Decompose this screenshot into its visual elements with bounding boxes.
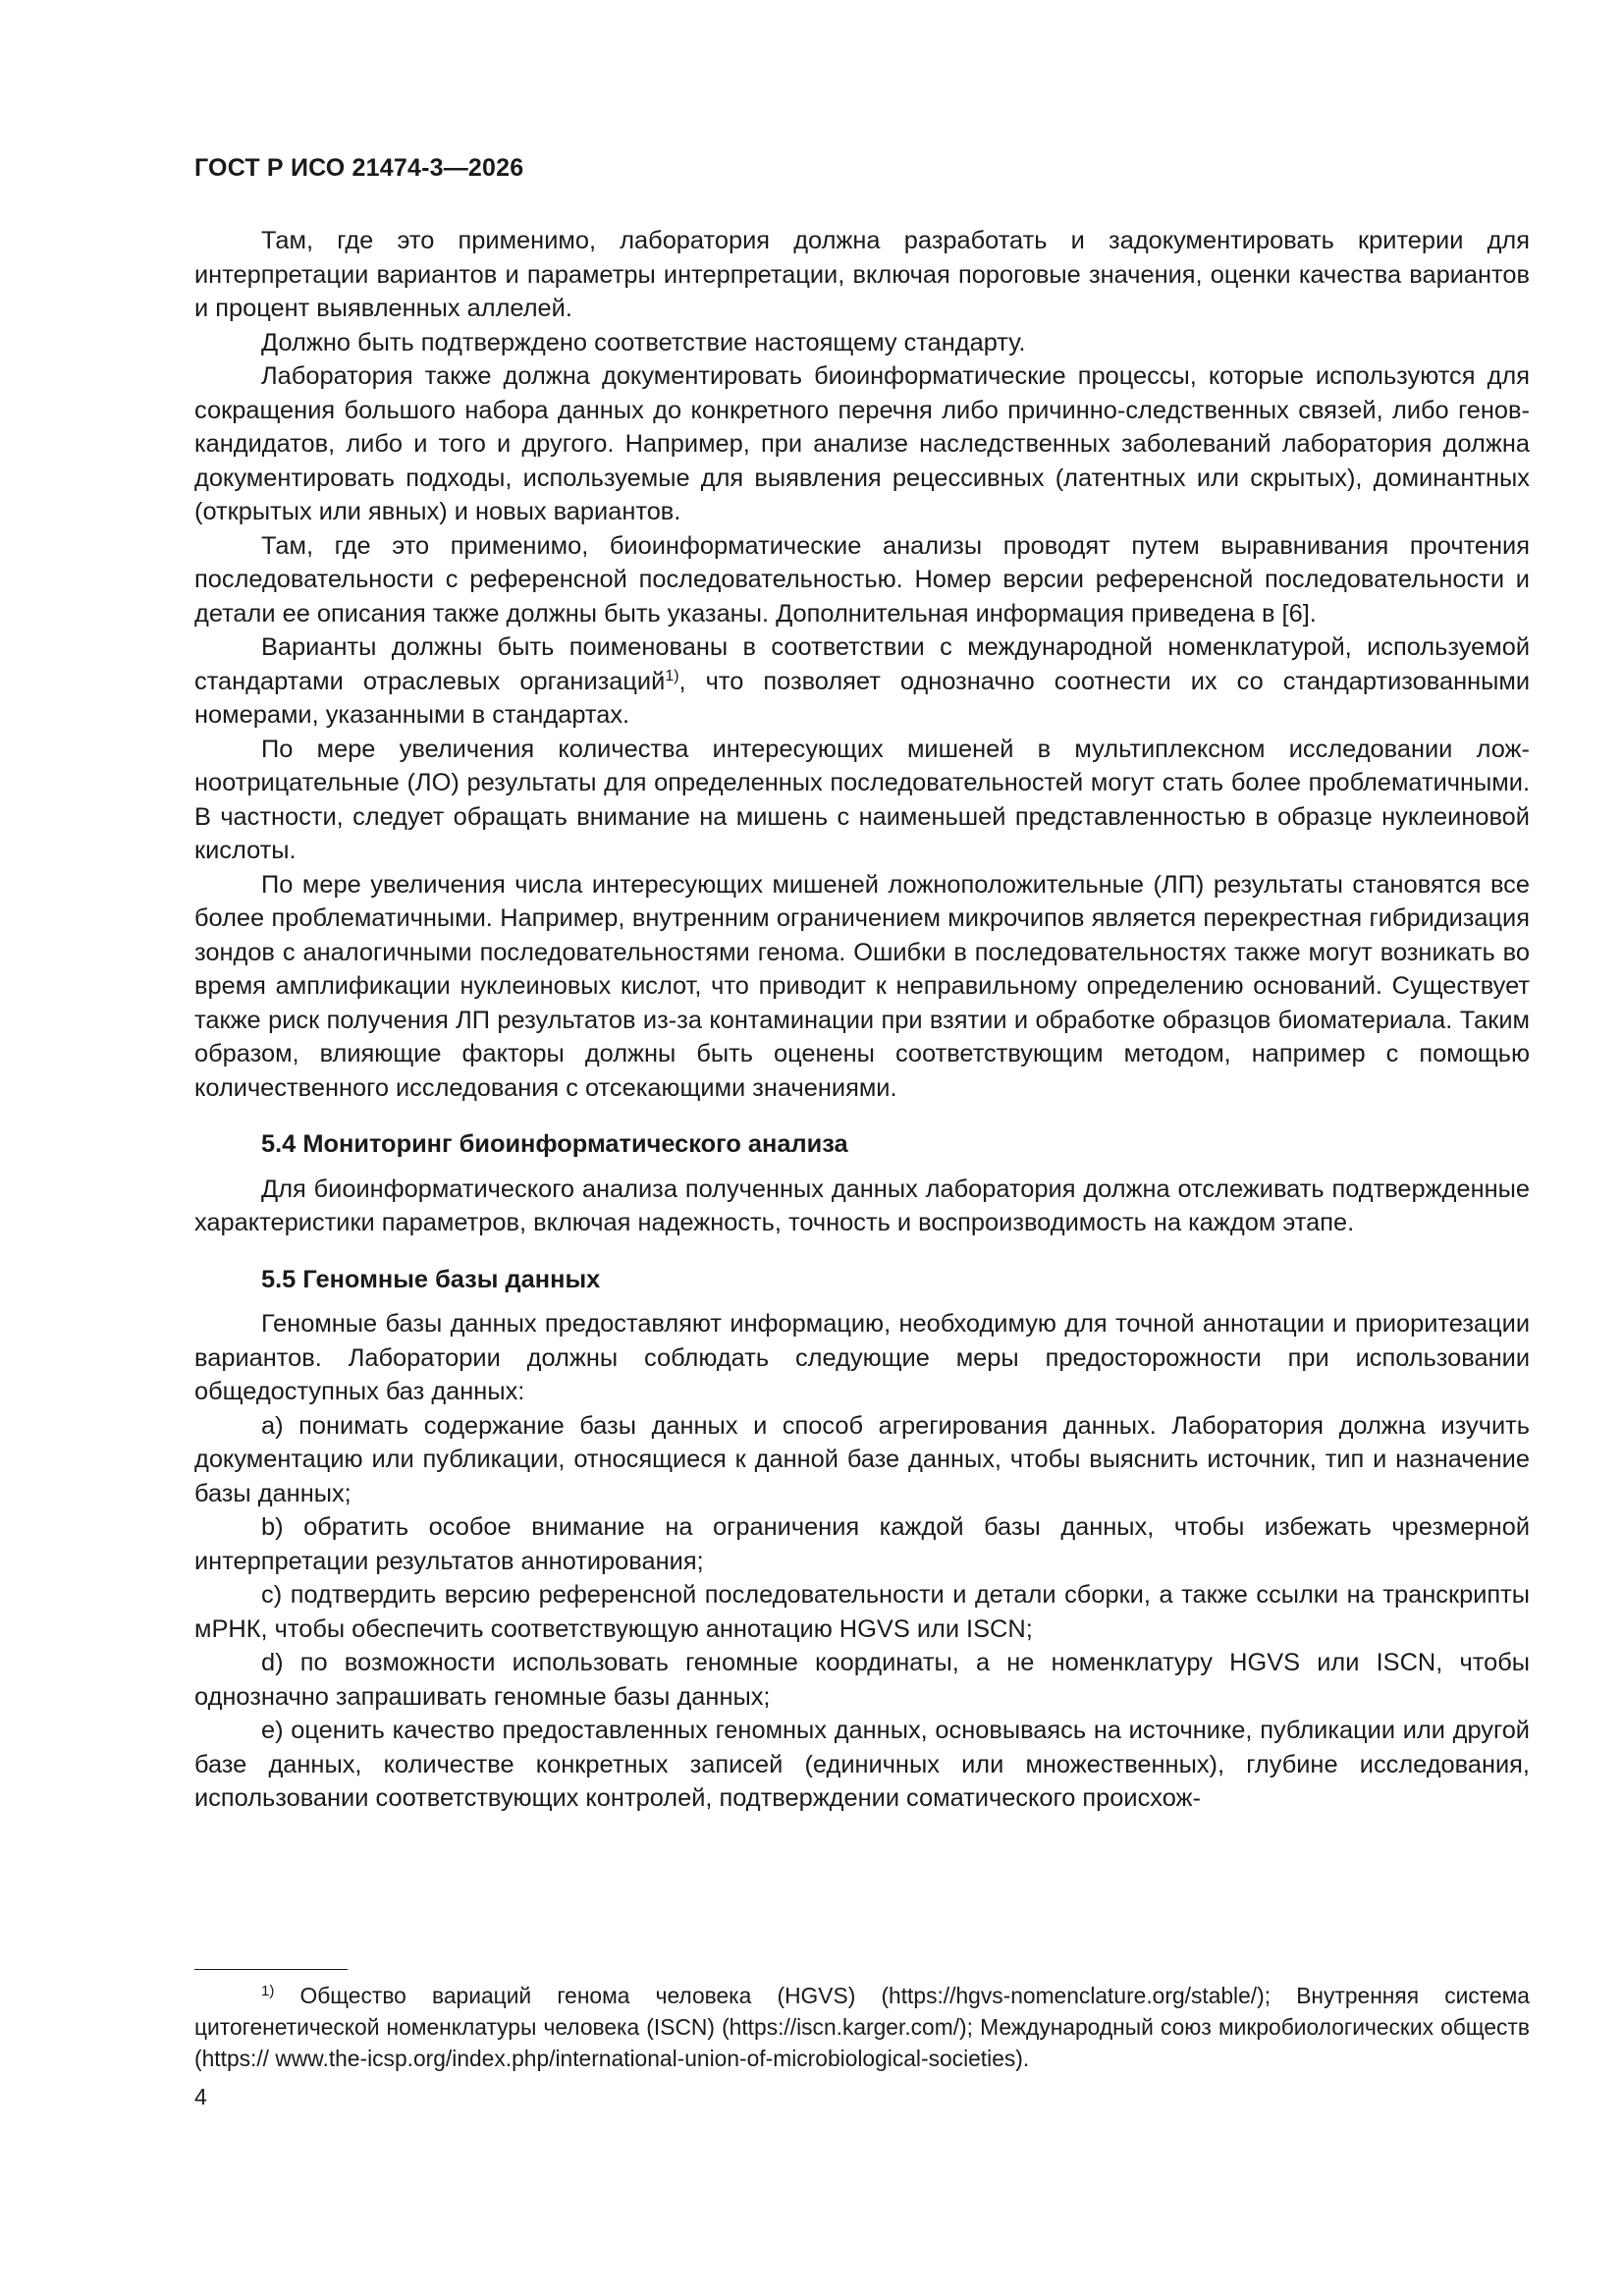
paragraph: Там, где это применимо, биоинформатические анализы проводят путем выравнивания прочтения последовательности с референсной последовательностью. Номер версии референсной последовательности и детали ее описания также должны быть указаны. Дополнительная информация приведена в [6]. xyxy=(194,531,1530,628)
paragraph: По мере увеличения количества интересующих мишеней в мультиплексном исследовании ложноотрицательные (ЛО) результаты для определенных последовательностей могут стать более проблематичными. В частности, следует обращать внимание на мишень с наименьшей представленностью в образце нуклеиновой кислоты. xyxy=(194,735,1530,864)
section-heading-5-5: 5.5 Геномные базы данных xyxy=(261,1265,601,1293)
footnote-body: Общество вариаций генома человека (HGVS) (https://hgvs-nomenclature.org/stable/); Внутренняя система цитогенетической номенклатуры человека (ISCN) (https://iscn.karger.com/); Международный союз микробиологических обществ (https:// www.the-icsp.org/index.php/international-union-of-microbiological-societies). xyxy=(194,1983,1530,2071)
footnote xyxy=(194,1980,1530,2074)
list-item: c) подтвердить версию референсной последовательности и детали сборки, а также ссылки на транскрипты мРНК, чтобы обеспечить соответствующую аннотацию HGVS или ISCN; xyxy=(194,1581,1530,1643)
footnote-divider xyxy=(194,1969,348,1970)
text-run: Варианты должны быть поименованы в соответствии с международной номенклатурой, используемой стандартами отраслевых организаций xyxy=(194,633,1530,695)
paragraph: Должно быть подтверждено соответствие настоящему стандарту. xyxy=(261,328,1026,356)
paragraph-variants xyxy=(194,630,1530,733)
paragraph: Для биоинформатического анализа полученных данных лаборатория должна отслеживать подтвержденные характеристики параметров, включая надежность, точность и воспроизводимость на каждом этапе. xyxy=(194,1175,1530,1236)
list-item: d) по возможности использовать геномные координаты, а не номенклатуру HGVS или ISCN, чтобы однозначно запрашивать геномные базы данных; xyxy=(194,1649,1530,1711)
list-item: e) оценить качество предоставленных геномных данных, основываясь на источнике, публикации или другой базе данных, количестве конкретных записей (единичных или множественных), глубине исследования, использовании соответствующих контролей, подтверждении соматического происхож- xyxy=(194,1717,1530,1812)
document-header: ГОСТ Р ИСО 21474-3—2026 xyxy=(194,154,524,182)
main-text xyxy=(194,224,1530,1816)
footnote-marker: 1) xyxy=(261,1983,275,1999)
list-item: a) понимать содержание базы данных и способ агрегирования данных. Лаборатория должна изучить документацию или публикации, относящиеся к данной базе данных, чтобы выяснить источник, тип и назначение базы данных; xyxy=(194,1411,1530,1507)
footnote-ref[interactable]: 1) xyxy=(665,667,679,684)
text-run: , что позволяет однозначно соотнести их со стандартизованными номерами, указанными в стандартах. xyxy=(194,667,1531,729)
paragraph: Геномные базы данных предоставляют информацию, необходимую для точной аннотации и приоритезации вариантов. Лаборатории должны соблюдать следующие меры предосторожности при использовании общедоступных баз данных: xyxy=(194,1310,1530,1405)
list-item: b) обратить особое внимание на ограничения каждой базы данных, чтобы избежать чрезмерной интерпретации результатов аннотирования; xyxy=(194,1513,1530,1575)
section-heading-5-4: 5.4 Мониторинг биоинформатического анализа xyxy=(261,1130,848,1158)
paragraph: Там, где это применимо, лаборатория должна разработать и задокументировать критерии для интерпретации вариантов и параметры интерпретации, включая пороговые значения, оценки качества вариантов и процент выявленных аллелей. xyxy=(194,227,1530,322)
paragraph: По мере увеличения числа интересующих мишеней ложноположительные (ЛП) результаты становятся все более проблематичными. Например, внутренним ограничением микрочипов является перекрестная гибридизация зондов с аналогичными последовательностями генома. Ошибки в последовательностях также могут возникать во время амплификации нуклеиновых кислот, что приводит к неправильному определению оснований. Существует также риск получения ЛП результатов из-за контаминации при взятии и обработке образцов биоматериала. Таким образом, влияющие факторы должны быть оценены соответствующим методом, например с помощью количественного исследования с отсекающими значениями. xyxy=(194,870,1530,1102)
footnote-text xyxy=(194,1980,1530,2074)
page-number: 4 xyxy=(194,2084,207,2109)
paragraph: Лаборатория также должна документировать биоинформатические процессы, которые используются для сокращения большого набора данных до конкретного перечня либо причинно-следственных связей, либо генов-кандидатов, либо и того и другого. Например, при анализе наследственных заболеваний лаборатория должна документировать подходы, используемые для выявления рецессивных (латентных или скрытых), доминантных (открытых или явных) и новых вариантов. xyxy=(194,362,1530,525)
